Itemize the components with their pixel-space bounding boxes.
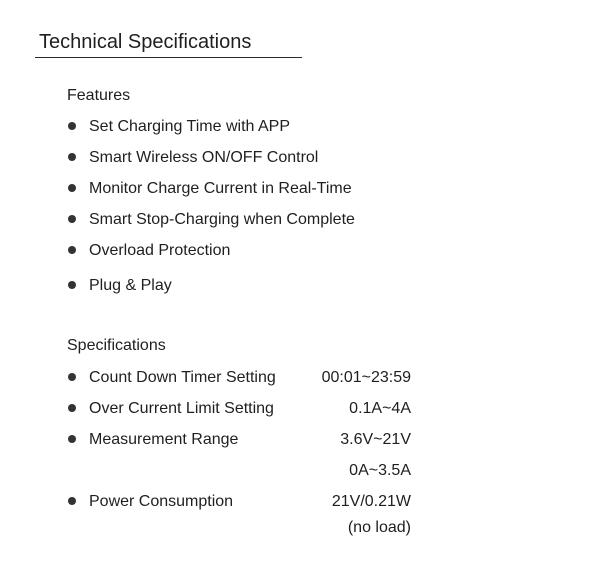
spec-value: 0.1A~4A: [349, 400, 411, 417]
bullet-icon: [68, 153, 76, 161]
bullet-icon: [68, 435, 76, 443]
title-underline: [35, 57, 302, 58]
bullet-icon: [68, 184, 76, 192]
bullet-icon: [68, 497, 76, 505]
page-title: Technical Specifications: [39, 31, 252, 53]
feature-item: Overload Protection: [89, 242, 231, 259]
bullet-icon: [68, 215, 76, 223]
feature-item: Plug & Play: [89, 277, 172, 294]
bullet-icon: [68, 246, 76, 254]
feature-item: Monitor Charge Current in Real-Time: [89, 180, 352, 197]
features-heading: Features: [67, 87, 131, 104]
spec-label: Power Consumption: [89, 493, 234, 510]
bullet-icon: [68, 122, 76, 130]
spec-value: 21V/0.21W: [331, 493, 411, 510]
spec-value: 0A~3.5A: [349, 462, 411, 479]
feature-item: Set Charging Time with APP: [89, 118, 290, 135]
specifications-heading: Specifications: [67, 337, 166, 354]
spec-label: Measurement Range: [89, 431, 239, 448]
feature-item: Smart Stop-Charging when Complete: [89, 211, 355, 228]
spec-label: Over Current Limit Setting: [89, 400, 274, 417]
spec-value: 00:01~23:59: [321, 369, 411, 386]
spec-value: 3.6V~21V: [340, 431, 411, 448]
bullet-icon: [68, 373, 76, 381]
bullet-icon: [68, 404, 76, 412]
spec-value: (no load): [347, 519, 411, 536]
spec-label: Count Down Timer Setting: [89, 369, 276, 386]
bullet-icon: [68, 281, 76, 289]
feature-item: Smart Wireless ON/OFF Control: [89, 149, 319, 166]
